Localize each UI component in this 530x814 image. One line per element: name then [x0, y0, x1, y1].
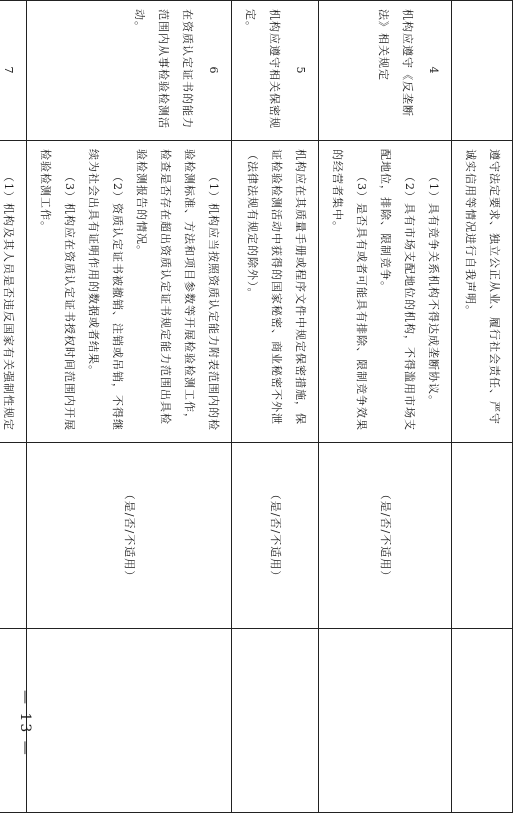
table-row — [319, 1, 452, 813]
requirement-cell — [452, 141, 513, 443]
requirement-text: （1）机构及其人员是否违反国家有关强制性规定 — [2, 171, 15, 431]
item-number: 7 — [2, 66, 15, 75]
status-cell: （是/否/不适用） — [27, 443, 232, 629]
requirement-text: 机构应在其质量手册或程序文件中规定保密措施，保证检验检测活动中获得的国家秘密、商业秘密不外泄（法律法规有规定的除外）。 — [246, 149, 307, 425]
requirement-cell — [0, 141, 27, 443]
remarks-cell — [452, 629, 513, 813]
item-title-cell — [27, 1, 232, 141]
requirement-cell — [27, 141, 232, 443]
remarks-cell — [319, 629, 452, 813]
requirement-cell — [319, 141, 452, 443]
item-number: 6 — [207, 66, 220, 75]
table-row — [27, 1, 232, 813]
item-title-cell — [232, 1, 319, 141]
status-cell: （是/否/不适用） — [232, 443, 319, 629]
requirement-text: （1）具有竞争关系机构不得达成垄断协议。 — [427, 171, 440, 407]
table-row — [232, 1, 319, 813]
status-cell — [452, 443, 513, 629]
remarks-cell — [232, 629, 319, 813]
item-title-cell — [0, 1, 27, 141]
requirement-cell — [232, 141, 319, 443]
page-number: — 13 — — [17, 690, 33, 757]
item-number: 4 — [427, 66, 440, 75]
requirement-text: 遵守法定要求、独立公正从业、履行社会责任、严守 — [488, 149, 501, 425]
status-cell: （是/否/不适用） — [319, 443, 452, 629]
item-title: 在资质认定证书的能力范围内从事检验检测活动。 — [133, 9, 194, 129]
requirement-text: （2）具有市场支配地位的机构，不得滥用市场支配地位，排除、限制竞争。 — [379, 149, 416, 431]
requirement-text: （2）资质认定证书被撤销、注销或吊销，不得继续为社会出具有证明作用的数据或者结果。 — [87, 149, 124, 431]
table-row — [452, 1, 513, 813]
requirement-text: （3）机构应在资质认定证书授权时间范围内开展检验检测工作。 — [39, 149, 76, 431]
requirement-text: （3）是否具有或者可能具有排除、限制竞争效果的经营者集中。 — [331, 149, 368, 431]
requirement-text: 诚实信用等情况进行自我声明。 — [464, 149, 477, 317]
status-cell — [0, 443, 27, 629]
item-title-cell — [452, 1, 513, 141]
remarks-cell — [27, 629, 232, 813]
requirement-text: （1）机构应当按照资质认定能力附表范围内的检验检测标准、方法和项目参数等开展检验检测工作，检查是否存在超出资质认定证书规定能力范围出具检验检测报告的情况。 — [135, 149, 220, 431]
item-title: 机构应遵守《反垄断法》相关规定 — [377, 9, 414, 117]
item-number: 5 — [294, 66, 307, 75]
item-title: 机构应遵守相关保密规定。 — [244, 9, 281, 129]
item-title-cell — [319, 1, 452, 141]
